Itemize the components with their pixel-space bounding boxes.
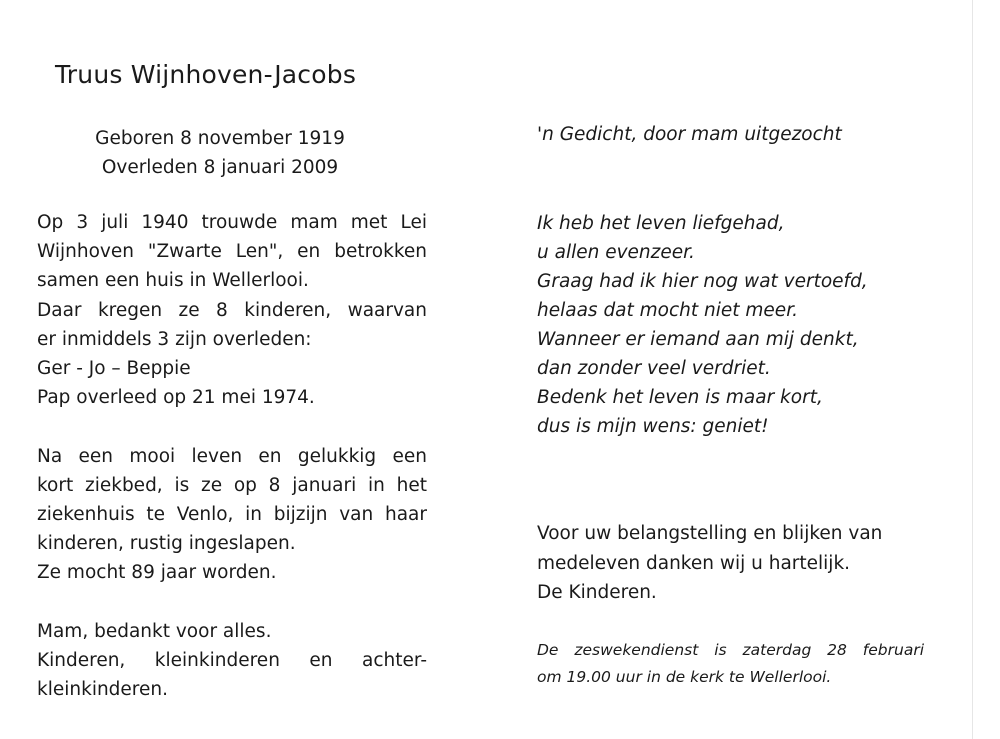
thanks-line: Voor uw belangstelling en blijken van [537, 523, 883, 544]
poem-line: Wanneer er iemand aan mij denkt, [537, 329, 859, 350]
life-dates [70, 124, 370, 182]
biography-line: Daar kregen ze 8 kinderen, waarvan [37, 299, 427, 321]
deceased-name: Truus Wijnhoven-Jacobs [55, 60, 357, 89]
poem-line: Graag had ik hier nog wat vertoefd, [537, 271, 868, 292]
biography-line: kinderen, rustig ingeslapen. [37, 533, 296, 555]
biography-line: Wijnhoven "Zwarte Len", en betrokken [37, 241, 427, 263]
biography-line: ziekenhuis te Venlo, in bijzijn van haar [37, 504, 427, 526]
biography-line: Pap overleed op 21 mei 1974. [37, 387, 315, 409]
biography-line: kort ziekbed, is ze op 8 januari in het [37, 474, 427, 496]
poem-line: dus is mijn wens: geniet! [537, 416, 769, 437]
paragraph-gap [37, 588, 427, 617]
thanks-message [537, 519, 882, 608]
biography-line: Mam, bedankt voor alles. [37, 620, 272, 642]
poem-line: dan zonder veel verdriet. [537, 358, 771, 379]
biography-line: er inmiddels 3 zijn overleden: [37, 328, 312, 350]
thanks-line: medeleven danken wij u hartelijk. [537, 552, 851, 574]
biography-line: Ze mocht 89 jaar worden. [37, 562, 277, 584]
memorial-service-notice [537, 637, 924, 691]
biography-text [37, 208, 427, 704]
card-fold-divider [972, 0, 973, 739]
poem-verse [537, 209, 868, 441]
biography-paragraph-passing [37, 442, 427, 588]
paragraph-gap [37, 412, 427, 441]
poem-line: helaas dat mocht niet meer. [537, 300, 798, 321]
poem-title: 'n Gedicht, door mam uitgezocht [537, 124, 842, 145]
poem-line: u allen evenzeer. [537, 242, 695, 263]
notice-line: om 19.00 uur in de kerk te Wellerlooi. [537, 668, 832, 686]
biography-line: Ger - Jo – Beppie [37, 358, 191, 380]
poem-line: Bedenk het leven is maar kort, [537, 387, 823, 408]
notice-line: De zeswekendienst is zaterdag 28 februari [537, 641, 924, 659]
biography-paragraph-marriage [37, 208, 427, 412]
biography-paragraph-farewell [37, 617, 427, 705]
biography-line: Na een mooi leven en gelukkig een [37, 445, 427, 467]
poem-line: Ik heb het leven liefgehad, [537, 213, 785, 234]
biography-line: Kinderen, kleinkinderen en achter- [37, 650, 427, 672]
birth-date: Geboren 8 november 1919 [95, 128, 345, 149]
biography-line: Op 3 juli 1940 trouwde mam met Lei [37, 212, 427, 233]
biography-line: samen een huis in Wellerlooi. [37, 270, 309, 292]
thanks-signature: De Kinderen. [537, 582, 657, 603]
death-date: Overleden 8 januari 2009 [101, 157, 339, 178]
biography-line: kleinkinderen. [37, 679, 168, 701]
